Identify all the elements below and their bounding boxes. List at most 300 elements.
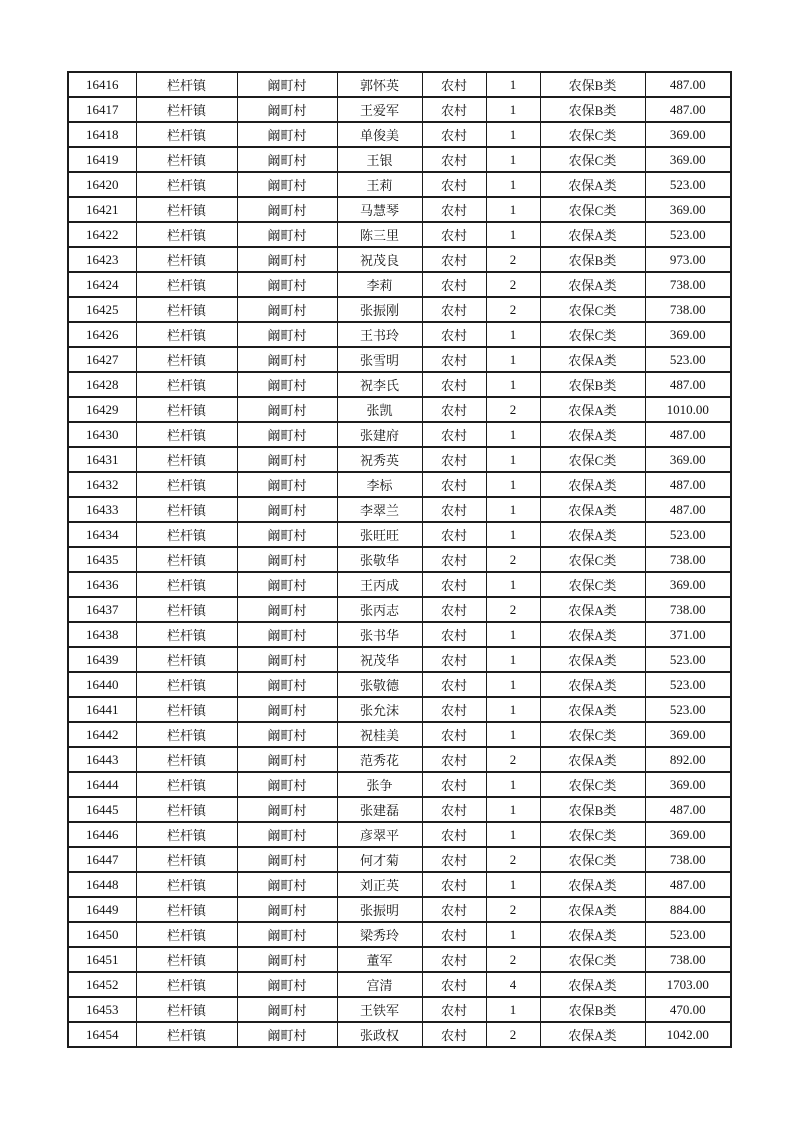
cell-count: 1 [486,122,540,147]
cell-name: 张雪明 [337,347,422,372]
cell-count: 2 [486,847,540,872]
table-row [68,797,731,822]
cell-name: 何才菊 [337,847,422,872]
cell-amount: 738.00 [645,547,731,572]
cell-village: 阚町村 [237,947,337,972]
cell-town: 栏杆镇 [136,847,237,872]
cell-category: 农保C类 [540,197,645,222]
cell-village: 阚町村 [237,622,337,647]
cell-residence: 农村 [422,997,486,1022]
cell-village: 阚町村 [237,372,337,397]
cell-town: 栏杆镇 [136,97,237,122]
cell-category: 农保B类 [540,247,645,272]
cell-id: 16441 [68,697,136,722]
cell-category: 农保A类 [540,597,645,622]
table-row [68,897,731,922]
table-row [68,922,731,947]
cell-amount: 738.00 [645,272,731,297]
cell-category: 农保A类 [540,897,645,922]
table-row [68,247,731,272]
cell-amount: 1703.00 [645,972,731,997]
cell-town: 栏杆镇 [136,947,237,972]
cell-amount: 487.00 [645,372,731,397]
cell-amount: 369.00 [645,447,731,472]
cell-name: 祝秀英 [337,447,422,472]
cell-town: 栏杆镇 [136,222,237,247]
table-row [68,822,731,847]
cell-name: 郭怀英 [337,72,422,97]
cell-residence: 农村 [422,847,486,872]
cell-category: 农保A类 [540,172,645,197]
cell-amount: 523.00 [645,222,731,247]
cell-name: 王铁军 [337,997,422,1022]
cell-category: 农保A类 [540,922,645,947]
cell-amount: 523.00 [645,672,731,697]
cell-name: 刘正英 [337,872,422,897]
cell-residence: 农村 [422,622,486,647]
cell-town: 栏杆镇 [136,372,237,397]
cell-town: 栏杆镇 [136,447,237,472]
cell-town: 栏杆镇 [136,397,237,422]
cell-town: 栏杆镇 [136,197,237,222]
cell-residence: 农村 [422,797,486,822]
cell-count: 1 [486,347,540,372]
cell-village: 阚町村 [237,72,337,97]
cell-id: 16451 [68,947,136,972]
cell-name: 李莉 [337,272,422,297]
cell-name: 张建磊 [337,797,422,822]
cell-id: 16428 [68,372,136,397]
cell-count: 2 [486,397,540,422]
cell-residence: 农村 [422,447,486,472]
cell-residence: 农村 [422,272,486,297]
cell-id: 16427 [68,347,136,372]
cell-count: 1 [486,447,540,472]
cell-category: 农保A类 [540,347,645,372]
cell-town: 栏杆镇 [136,172,237,197]
cell-residence: 农村 [422,172,486,197]
cell-name: 张政权 [337,1022,422,1047]
cell-amount: 487.00 [645,797,731,822]
cell-category: 农保B类 [540,997,645,1022]
cell-residence: 农村 [422,472,486,497]
cell-residence: 农村 [422,722,486,747]
cell-category: 农保A类 [540,622,645,647]
cell-village: 阚町村 [237,922,337,947]
cell-category: 农保B类 [540,797,645,822]
cell-name: 祝桂美 [337,722,422,747]
cell-id: 16426 [68,322,136,347]
cell-town: 栏杆镇 [136,272,237,297]
cell-amount: 487.00 [645,872,731,897]
cell-residence: 农村 [422,697,486,722]
table-row [68,697,731,722]
cell-village: 阚町村 [237,497,337,522]
table-row [68,647,731,672]
table-row [68,72,731,97]
cell-amount: 738.00 [645,847,731,872]
cell-town: 栏杆镇 [136,822,237,847]
cell-count: 2 [486,897,540,922]
cell-count: 1 [486,997,540,1022]
table-row [68,1022,731,1047]
cell-name: 张凯 [337,397,422,422]
cell-town: 栏杆镇 [136,247,237,272]
cell-name: 单俊美 [337,122,422,147]
cell-category: 农保A类 [540,872,645,897]
cell-town: 栏杆镇 [136,722,237,747]
cell-amount: 523.00 [645,522,731,547]
table-row [68,272,731,297]
cell-residence: 农村 [422,197,486,222]
cell-residence: 农村 [422,372,486,397]
cell-category: 农保A类 [540,747,645,772]
cell-category: 农保A类 [540,972,645,997]
cell-town: 栏杆镇 [136,422,237,447]
cell-village: 阚町村 [237,722,337,747]
cell-amount: 369.00 [645,822,731,847]
cell-id: 16436 [68,572,136,597]
cell-village: 阚町村 [237,572,337,597]
cell-name: 张敬华 [337,547,422,572]
cell-category: 农保C类 [540,722,645,747]
cell-amount: 369.00 [645,772,731,797]
cell-town: 栏杆镇 [136,872,237,897]
cell-name: 张振明 [337,897,422,922]
cell-amount: 369.00 [645,322,731,347]
cell-id: 16420 [68,172,136,197]
cell-name: 张丙志 [337,597,422,622]
cell-name: 张旺旺 [337,522,422,547]
table-row [68,522,731,547]
cell-id: 16419 [68,147,136,172]
cell-name: 张书华 [337,622,422,647]
cell-residence: 农村 [422,497,486,522]
cell-village: 阚町村 [237,522,337,547]
cell-name: 张允沫 [337,697,422,722]
cell-town: 栏杆镇 [136,647,237,672]
cell-id: 16446 [68,822,136,847]
cell-id: 16448 [68,872,136,897]
cell-town: 栏杆镇 [136,572,237,597]
table-row [68,597,731,622]
table-row [68,672,731,697]
cell-town: 栏杆镇 [136,897,237,922]
cell-residence: 农村 [422,222,486,247]
cell-village: 阚町村 [237,297,337,322]
table-row [68,497,731,522]
table-row [68,397,731,422]
cell-village: 阚町村 [237,472,337,497]
cell-id: 16443 [68,747,136,772]
cell-village: 阚町村 [237,547,337,572]
cell-category: 农保A类 [540,397,645,422]
cell-name: 李标 [337,472,422,497]
cell-village: 阚町村 [237,997,337,1022]
cell-amount: 487.00 [645,497,731,522]
cell-amount: 738.00 [645,597,731,622]
cell-id: 16440 [68,672,136,697]
cell-id: 16438 [68,622,136,647]
cell-town: 栏杆镇 [136,322,237,347]
cell-count: 1 [486,522,540,547]
cell-amount: 371.00 [645,622,731,647]
cell-id: 16423 [68,247,136,272]
cell-village: 阚町村 [237,272,337,297]
cell-name: 祝茂良 [337,247,422,272]
cell-count: 2 [486,547,540,572]
cell-category: 农保C类 [540,822,645,847]
table-row [68,772,731,797]
cell-residence: 农村 [422,1022,486,1047]
cell-town: 栏杆镇 [136,672,237,697]
cell-town: 栏杆镇 [136,547,237,572]
cell-amount: 884.00 [645,897,731,922]
cell-id: 16434 [68,522,136,547]
cell-residence: 农村 [422,572,486,597]
cell-village: 阚町村 [237,122,337,147]
cell-residence: 农村 [422,297,486,322]
cell-id: 16424 [68,272,136,297]
cell-count: 2 [486,947,540,972]
cell-residence: 农村 [422,672,486,697]
cell-town: 栏杆镇 [136,147,237,172]
cell-count: 1 [486,672,540,697]
cell-residence: 农村 [422,247,486,272]
cell-id: 16421 [68,197,136,222]
cell-name: 张振刚 [337,297,422,322]
cell-residence: 农村 [422,647,486,672]
table-row [68,122,731,147]
cell-id: 16452 [68,972,136,997]
cell-village: 阚町村 [237,972,337,997]
cell-id: 16449 [68,897,136,922]
cell-category: 农保A类 [540,647,645,672]
cell-residence: 农村 [422,347,486,372]
cell-amount: 1042.00 [645,1022,731,1047]
cell-town: 栏杆镇 [136,622,237,647]
cell-amount: 369.00 [645,572,731,597]
cell-category: 农保B类 [540,372,645,397]
cell-village: 阚町村 [237,872,337,897]
cell-town: 栏杆镇 [136,497,237,522]
cell-count: 2 [486,1022,540,1047]
cell-category: 农保A类 [540,272,645,297]
cell-village: 阚町村 [237,797,337,822]
cell-category: 农保C类 [540,147,645,172]
cell-amount: 523.00 [645,347,731,372]
cell-category: 农保A类 [540,422,645,447]
cell-village: 阚町村 [237,447,337,472]
cell-amount: 369.00 [645,122,731,147]
cell-category: 农保C类 [540,297,645,322]
cell-count: 1 [486,322,540,347]
cell-residence: 农村 [422,97,486,122]
cell-residence: 农村 [422,922,486,947]
cell-count: 1 [486,622,540,647]
cell-count: 1 [486,97,540,122]
cell-village: 阚町村 [237,422,337,447]
cell-village: 阚町村 [237,847,337,872]
cell-residence: 农村 [422,772,486,797]
cell-count: 1 [486,722,540,747]
cell-name: 马慧琴 [337,197,422,222]
cell-id: 16416 [68,72,136,97]
cell-amount: 487.00 [645,472,731,497]
cell-village: 阚町村 [237,647,337,672]
cell-village: 阚町村 [237,222,337,247]
cell-id: 16422 [68,222,136,247]
cell-amount: 738.00 [645,947,731,972]
cell-village: 阚町村 [237,597,337,622]
cell-id: 16432 [68,472,136,497]
cell-id: 16435 [68,547,136,572]
cell-category: 农保B类 [540,72,645,97]
cell-name: 范秀花 [337,747,422,772]
cell-id: 16430 [68,422,136,447]
cell-amount: 487.00 [645,422,731,447]
cell-name: 王莉 [337,172,422,197]
cell-id: 16442 [68,722,136,747]
table-row [68,447,731,472]
cell-name: 张争 [337,772,422,797]
cell-count: 1 [486,222,540,247]
cell-count: 1 [486,872,540,897]
cell-residence: 农村 [422,822,486,847]
cell-id: 16433 [68,497,136,522]
cell-count: 1 [486,572,540,597]
cell-residence: 农村 [422,872,486,897]
table-row [68,947,731,972]
cell-town: 栏杆镇 [136,347,237,372]
benefits-table [67,71,732,1048]
cell-name: 张建府 [337,422,422,447]
cell-town: 栏杆镇 [136,72,237,97]
table-row [68,222,731,247]
cell-village: 阚町村 [237,697,337,722]
cell-name: 陈三里 [337,222,422,247]
cell-id: 16437 [68,597,136,622]
cell-category: 农保A类 [540,672,645,697]
cell-amount: 369.00 [645,147,731,172]
table-row [68,347,731,372]
cell-count: 2 [486,747,540,772]
cell-amount: 523.00 [645,922,731,947]
cell-town: 栏杆镇 [136,697,237,722]
cell-town: 栏杆镇 [136,747,237,772]
table-row [68,472,731,497]
cell-town: 栏杆镇 [136,922,237,947]
cell-category: 农保A类 [540,1022,645,1047]
cell-village: 阚町村 [237,397,337,422]
cell-amount: 487.00 [645,72,731,97]
cell-name: 王爱军 [337,97,422,122]
cell-town: 栏杆镇 [136,1022,237,1047]
cell-residence: 农村 [422,397,486,422]
table-row [68,97,731,122]
cell-village: 阚町村 [237,897,337,922]
cell-count: 1 [486,922,540,947]
cell-amount: 892.00 [645,747,731,772]
cell-amount: 738.00 [645,297,731,322]
cell-village: 阚町村 [237,822,337,847]
table-row [68,197,731,222]
cell-category: 农保A类 [540,697,645,722]
cell-count: 1 [486,822,540,847]
table-row [68,172,731,197]
cell-count: 1 [486,147,540,172]
cell-residence: 农村 [422,322,486,347]
cell-amount: 369.00 [645,722,731,747]
cell-name: 彦翠平 [337,822,422,847]
cell-town: 栏杆镇 [136,972,237,997]
cell-town: 栏杆镇 [136,297,237,322]
cell-village: 阚町村 [237,772,337,797]
cell-name: 祝茂华 [337,647,422,672]
cell-id: 16439 [68,647,136,672]
cell-category: 农保C类 [540,547,645,572]
cell-count: 1 [486,772,540,797]
cell-village: 阚町村 [237,672,337,697]
cell-village: 阚町村 [237,747,337,772]
cell-count: 1 [486,647,540,672]
cell-name: 宫清 [337,972,422,997]
table-body [68,72,731,1047]
cell-name: 王书玲 [337,322,422,347]
cell-id: 16450 [68,922,136,947]
cell-category: 农保C类 [540,572,645,597]
cell-category: 农保A类 [540,522,645,547]
table-row [68,547,731,572]
cell-category: 农保C类 [540,122,645,147]
table-row [68,147,731,172]
cell-id: 16425 [68,297,136,322]
cell-residence: 农村 [422,72,486,97]
cell-category: 农保A类 [540,222,645,247]
cell-residence: 农村 [422,972,486,997]
cell-amount: 369.00 [645,197,731,222]
cell-count: 1 [486,497,540,522]
cell-residence: 农村 [422,422,486,447]
cell-town: 栏杆镇 [136,597,237,622]
cell-name: 梁秀玲 [337,922,422,947]
cell-category: 农保C类 [540,947,645,972]
cell-village: 阚町村 [237,172,337,197]
cell-count: 1 [486,372,540,397]
table-row [68,997,731,1022]
cell-count: 1 [486,472,540,497]
cell-id: 16417 [68,97,136,122]
cell-count: 1 [486,172,540,197]
cell-count: 1 [486,197,540,222]
cell-name: 王银 [337,147,422,172]
cell-residence: 农村 [422,897,486,922]
cell-residence: 农村 [422,597,486,622]
cell-village: 阚町村 [237,197,337,222]
cell-amount: 523.00 [645,647,731,672]
cell-residence: 农村 [422,547,486,572]
cell-count: 1 [486,72,540,97]
cell-category: 农保C类 [540,322,645,347]
cell-category: 农保C类 [540,447,645,472]
table-row [68,372,731,397]
table-row [68,572,731,597]
cell-town: 栏杆镇 [136,997,237,1022]
cell-count: 1 [486,697,540,722]
cell-name: 张敬德 [337,672,422,697]
cell-id: 16453 [68,997,136,1022]
cell-name: 王丙成 [337,572,422,597]
